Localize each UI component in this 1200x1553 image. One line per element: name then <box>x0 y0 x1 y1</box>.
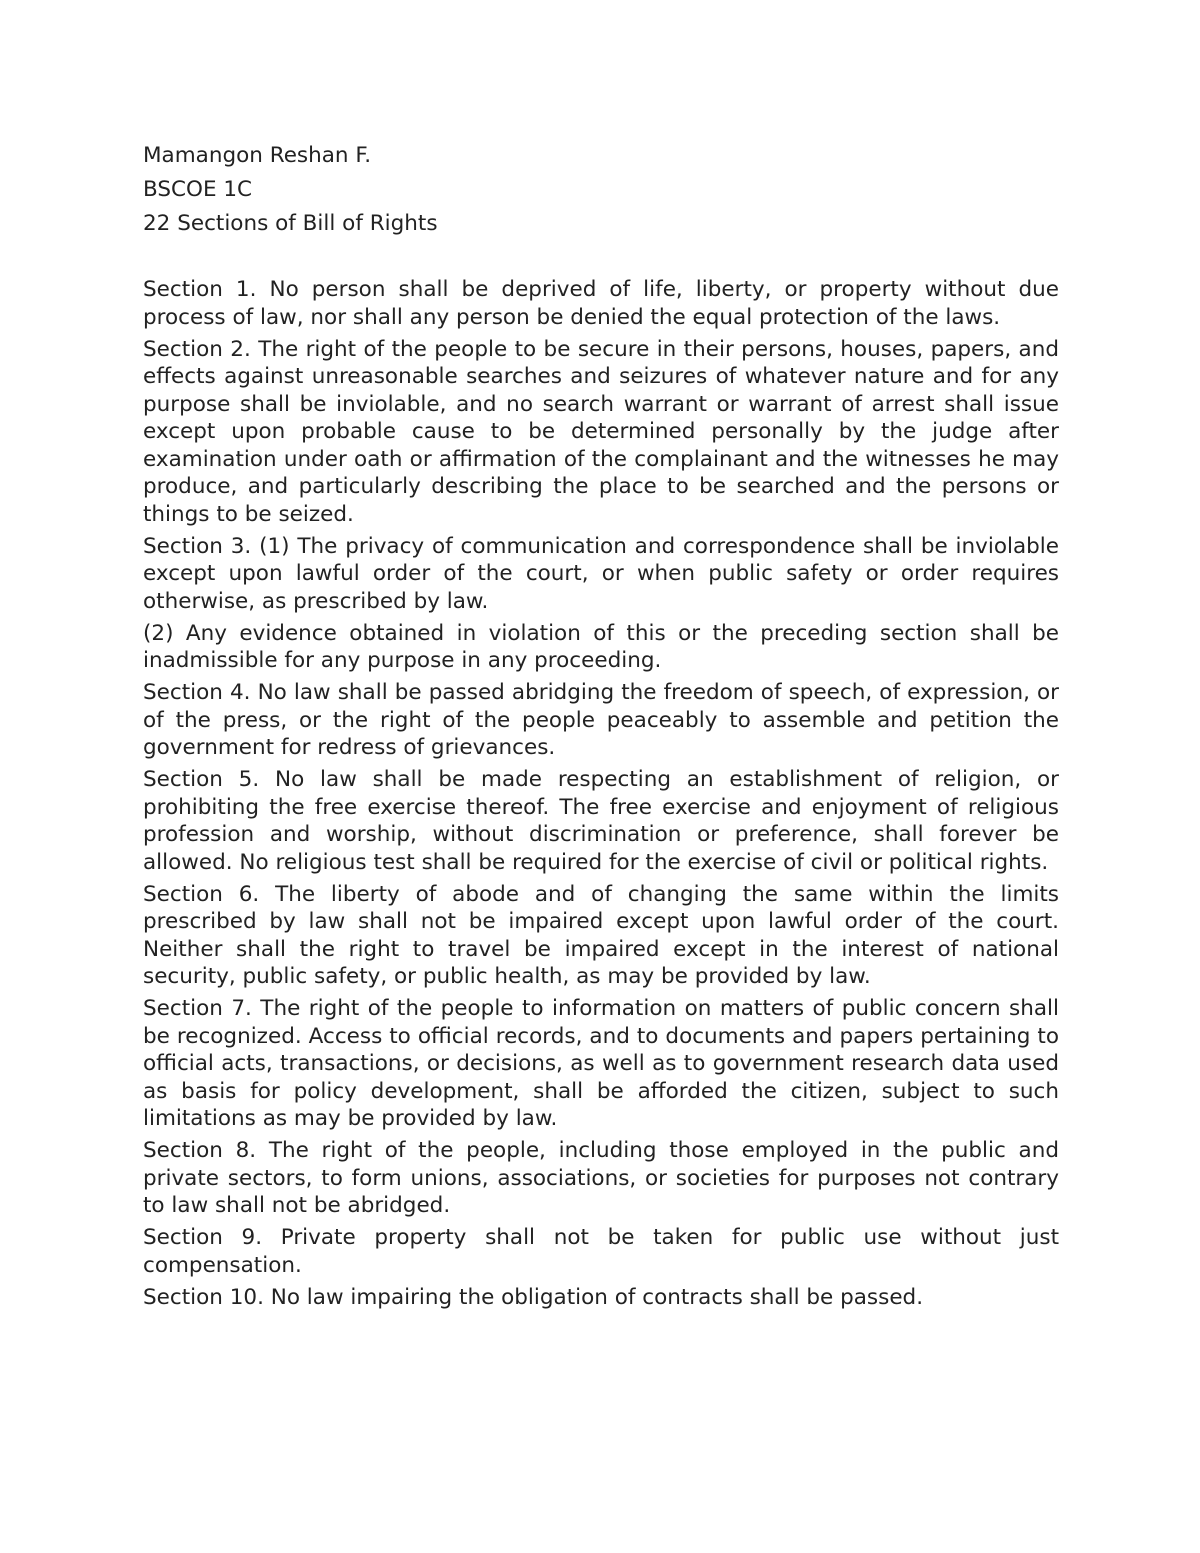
document-title: 22 Sections of Bill of Rights <box>143 211 438 236</box>
course-section: BSCOE 1C <box>143 177 253 202</box>
section-2: Section 2. The right of the people to be secure in their persons, houses, papers, and effects against unreasonable searches and seizures of whatever nature and for any purpose shall be inviolable, and no search warrant or warrant of arrest shall issue except upon probable cause to be determined personally by the judge after examination under oath or affirmation of the complainant and the witnesses he may produce, and particularly describing the place to be searched and the persons or things to be seized. <box>143 336 1059 527</box>
section-4: Section 4. No law shall be passed abridging the freedom of speech, of expression, or of the press, or the right of the people peaceably to assemble and petition the government for redress of grievances. <box>143 680 1059 760</box>
sections-body <box>143 276 1059 1311</box>
section-8: Section 8. The right of the people, including those employed in the public and private sectors, to form unions, associations, or societies for purposes not contrary to law shall not be abridged. <box>143 1138 1059 1218</box>
section-1: Section 1. No person shall be deprived of life, liberty, or property without due process of law, nor shall any person be denied the equal protection of the laws. <box>143 277 1059 330</box>
section-5: Section 5. No law shall be made respecting an establishment of religion, or prohibiting the free exercise thereof. The free exercise and enjoyment of religious profession and worship, without discrimination or preference, shall forever be allowed. No religious test shall be required for the exercise of civil or political rights. <box>143 767 1059 875</box>
section-10: Section 10. No law impairing the obligation of contracts shall be passed. <box>143 1284 924 1310</box>
document-header <box>143 144 1059 236</box>
student-name: Mamangon Reshan F. <box>143 143 372 168</box>
section-9: Section 9. Private property shall not be taken for public use without just compensation. <box>143 1225 1059 1278</box>
document-page <box>143 144 1059 1316</box>
section-7: Section 7. The right of the people to information on matters of public concern shall be recognized. Access to official records, and to documents and papers pertaining to official acts, transactions, or decisions, as well as to government research data used as basis for policy development, shall be afforded the citizen, subject to such limitations as may be provided by law. <box>143 996 1059 1131</box>
section-3-paragraph-2: (2) Any evidence obtained in violation of this or the preceding section shall be inadmissible for any purpose in any proceeding. <box>143 620 1059 673</box>
section-3-paragraph-1: Section 3. (1) The privacy of communication and correspondence shall be inviolable except upon lawful order of the court, or when public safety or order requires otherwise, as prescribed by law. <box>143 533 1059 614</box>
section-6: Section 6. The liberty of abode and of changing the same within the limits prescribed by law shall not be impaired except upon lawful order of the court. Neither shall the right to travel be impaired except in the interest of national security, public safety, or public health, as may be provided by law. <box>143 881 1059 989</box>
